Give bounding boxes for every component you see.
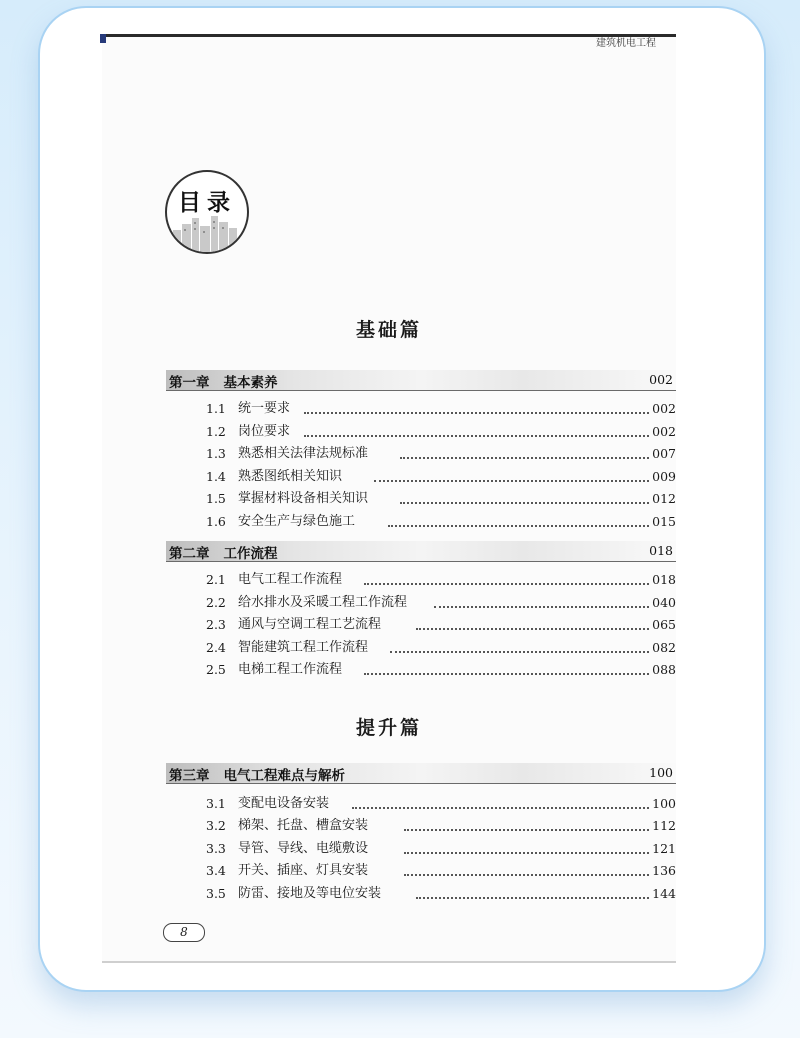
section-page: 012: [652, 491, 676, 506]
leader-dots: [404, 874, 649, 876]
section-title: 岗位要求: [238, 424, 291, 439]
leader-dots: [374, 480, 649, 482]
chapter-heading: [169, 764, 345, 784]
section-title: 安全生产与绿色施工: [238, 514, 356, 529]
leader-dots: [352, 807, 649, 809]
section-title: 开关、插座、灯具安装: [238, 863, 369, 878]
section-number: 1.4: [206, 469, 226, 484]
leader-dots: [304, 435, 649, 437]
toc-entry[interactable]: [206, 399, 676, 419]
chapter-2-row[interactable]: [166, 541, 676, 562]
section-page: 082: [652, 640, 676, 655]
section-number: 3.5: [206, 886, 226, 901]
chapter-1-row[interactable]: [166, 370, 676, 391]
toc-entry[interactable]: [206, 839, 676, 859]
section-page: 040: [652, 595, 676, 610]
chapter-heading: [169, 542, 278, 562]
section-title: 掌握材料设备相关知识: [238, 491, 369, 506]
section-number: 1.1: [206, 401, 226, 416]
section-page: 121: [652, 841, 676, 856]
section-number: 2.1: [206, 572, 226, 587]
toc-entry[interactable]: [206, 884, 676, 904]
section-page: 065: [652, 617, 676, 632]
section-title: 熟悉图纸相关知识: [238, 469, 343, 484]
leader-dots: [404, 852, 649, 854]
section-title: 给水排水及采暖工程工作流程: [238, 595, 408, 610]
toc-entry[interactable]: [206, 816, 676, 836]
section-page: 144: [652, 886, 676, 901]
chapter-page: 100: [649, 765, 673, 780]
toc-entry[interactable]: [206, 467, 676, 487]
section-number: 1.5: [206, 491, 226, 506]
leader-dots: [364, 583, 649, 585]
section-page: 007: [652, 446, 676, 461]
section-title: 智能建筑工程工作流程: [238, 640, 369, 655]
page-number: 8: [163, 923, 205, 942]
section-page: 015: [652, 514, 676, 529]
section-number: 2.5: [206, 662, 226, 677]
toc-entry[interactable]: [206, 570, 676, 590]
section-page: 112: [652, 818, 676, 833]
toc-entry[interactable]: [206, 638, 676, 658]
leader-dots: [416, 897, 649, 899]
book-page: [102, 34, 676, 963]
chapter-title: 基本素养: [223, 375, 278, 391]
leader-dots: [304, 412, 649, 414]
toc-entry[interactable]: [206, 861, 676, 881]
section-number: 3.3: [206, 841, 226, 856]
toc-entry[interactable]: [206, 489, 676, 509]
section-page: 088: [652, 662, 676, 677]
leader-dots: [400, 502, 649, 504]
toc-entry[interactable]: [206, 660, 676, 680]
chapter-heading: [169, 371, 278, 391]
running-header: 建筑机电工程: [596, 38, 656, 49]
section-number: 1.2: [206, 424, 226, 439]
section-number: 2.2: [206, 595, 226, 610]
section-page: 009: [652, 469, 676, 484]
section-title: 变配电设备安装: [238, 796, 330, 811]
chapter-page: 018: [649, 543, 673, 558]
section-number: 2.3: [206, 617, 226, 632]
toc-entry[interactable]: [206, 593, 676, 613]
section-number: 3.2: [206, 818, 226, 833]
chapter-number: 第二章: [169, 546, 210, 562]
leader-dots: [434, 606, 649, 608]
section-title: 防雷、接地及等电位安装: [238, 886, 382, 901]
leader-dots: [364, 673, 649, 675]
section-title: 电梯工程工作流程: [238, 662, 343, 677]
product-card: [38, 6, 766, 992]
leader-dots: [390, 651, 649, 653]
section-title: 通风与空调工程工艺流程: [238, 617, 382, 632]
chapter-number: 第一章: [169, 375, 210, 391]
section-page: 100: [652, 796, 676, 811]
toc-entry[interactable]: [206, 444, 676, 464]
toc-logo: [165, 170, 249, 254]
section-number: 3.4: [206, 863, 226, 878]
toc-title: 目录: [178, 190, 236, 216]
toc-entry[interactable]: [206, 794, 676, 814]
part-title-advanced: 提升篇: [355, 717, 422, 739]
section-page: 136: [652, 863, 676, 878]
leader-dots: [388, 525, 649, 527]
chapter-3-row[interactable]: [166, 763, 676, 784]
chapter-title: 电气工程难点与解析: [223, 768, 345, 784]
chapter-page: 002: [649, 372, 673, 387]
corner-mark: [100, 34, 106, 43]
section-number: 1.6: [206, 514, 226, 529]
section-title: 熟悉相关法律法规标准: [238, 446, 369, 461]
leader-dots: [404, 829, 649, 831]
section-page: 002: [652, 401, 676, 416]
toc-entry[interactable]: [206, 615, 676, 635]
section-page: 018: [652, 572, 676, 587]
section-number: 2.4: [206, 640, 226, 655]
chapter-title: 工作流程: [223, 546, 278, 562]
chapter-number: 第三章: [169, 768, 210, 784]
section-title: 电气工程工作流程: [238, 572, 343, 587]
toc-entry[interactable]: [206, 422, 676, 442]
part-title-basic: 基础篇: [355, 319, 422, 341]
section-number: 3.1: [206, 796, 226, 811]
section-title: 梯架、托盘、槽盒安装: [238, 818, 369, 833]
leader-dots: [400, 457, 649, 459]
section-page: 002: [652, 424, 676, 439]
section-number: 1.3: [206, 446, 226, 461]
section-title: 统一要求: [238, 401, 291, 416]
toc-entry[interactable]: [206, 512, 676, 532]
leader-dots: [416, 628, 649, 630]
section-title: 导管、导线、电缆敷设: [238, 841, 369, 856]
